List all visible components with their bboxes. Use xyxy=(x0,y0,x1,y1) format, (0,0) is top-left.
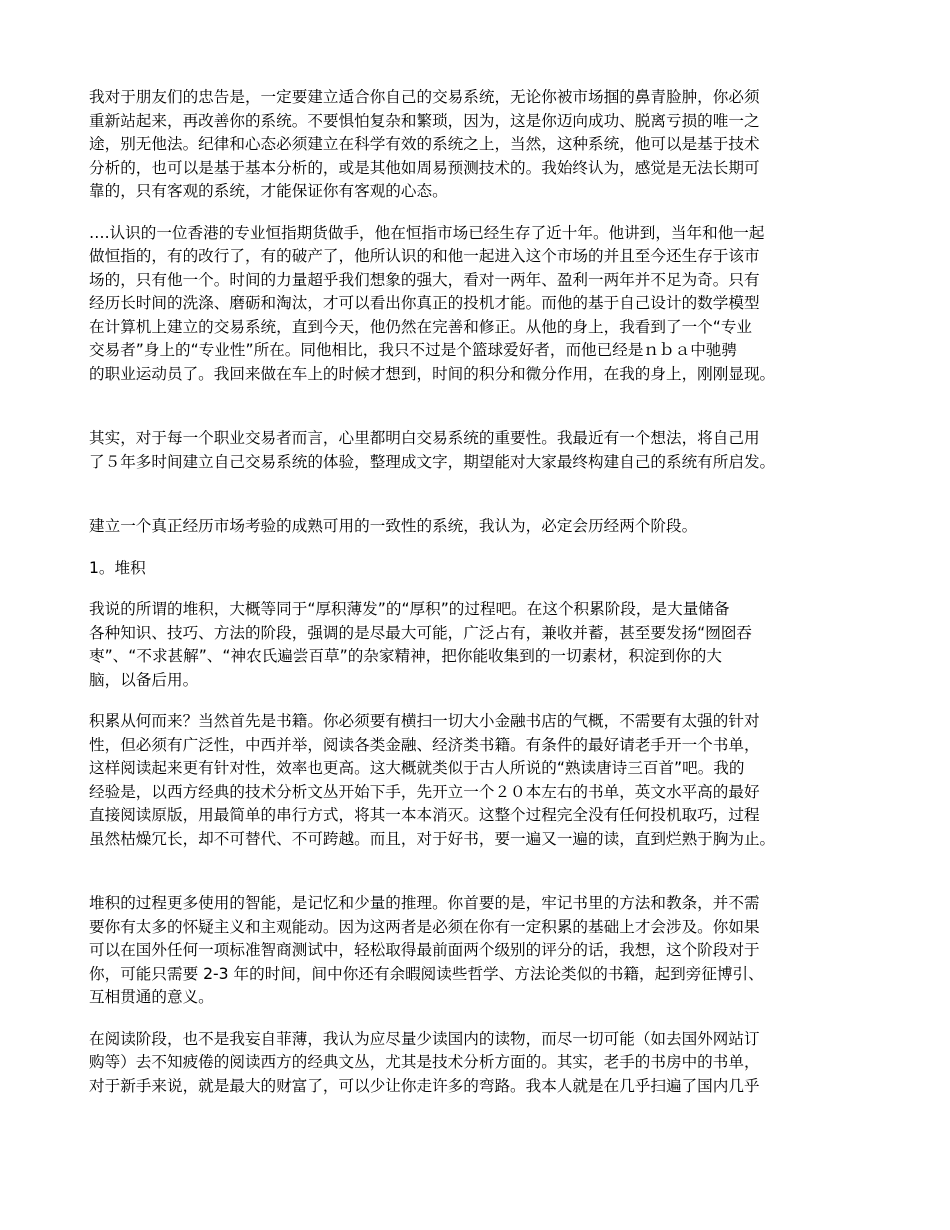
paragraph-two-stages: 建立一个真正经历市场考验的成熟可用的一致性的系统，我认为，必定会历经两个阶段。 xyxy=(89,517,698,535)
paragraph-trading-system-advice: 我对于朋友们的忠告是，一定要建立适合你自己的交易系统，无论你被市场掴的鼻青脸肿，你必须 重新站起来，再改善你的系统。不要惧怕复杂和繁琐，因为，这是你迈向成功、脱离亏损的唯一之 途，别无他法。纪律和心态必须建立在科学有效的系统之上，当然，这种系统，他可以是基于技术 分析的，也可以是基于基本分析的，或是其他如周易预测技术的。我始终认为，感觉是无法长期可 靠的，只有客观的系统，才能保证你有客观的心态。 xyxy=(89,88,760,200)
section-heading-accumulation: 1。堆积 xyxy=(89,558,146,577)
paragraph-hong-kong-trader: ….认识的一位香港的专业恒指期货做手，他在恒指市场已经生存了近十年。他讲到，当年和他一起 做恒指的，有的改行了，有的破产了，他所认识的和他一起进入这个市场的并且至今还生存于该市 场的，只有他一个。时间的力量超乎我们想象的强大，看对一两年、盈利一两年并不足为奇。只有 经历长时间的洗涤、磨砺和淘汰，才可以看出你真正的投机才能。而他的基于自己设计的数学模型 在计算机上建立的交易系统，直到今天，他仍然在完善和修正。从他的身上，我看到了一个“专业 交易者”身上的“专业性”所在。同他相比，我只不过是个篮球爱好者，而他已经是ｎｂａ中驰骋 的职业运动员了。我回来做在车上的时候才想到，时间的积分和微分作用，在我的身上，刚刚显现。 xyxy=(89,223,776,383)
paragraph-reading-stage: 在阅读阶段，也不是我妄自菲薄，我认为应尽量少读国内的读物，而尽一切可能（如去国外网站订 购等）去不知疲倦的阅读西方的经典文丛，尤其是技术分析方面的。其实，老手的书房中的书单， 对于新手来说，就是最大的财富了，可以少让你走许多的弯路。我本人就是在几乎扫遍了国内几乎 xyxy=(89,1029,760,1095)
paragraph-accumulation-meaning: 我说的所谓的堆积，大概等同于“厚积薄发”的“厚积”的过程吧。在这个积累阶段，是大量储备 各种知识、技巧、方法的阶段，强调的是尽最大可能，广泛占有，兼收并蓄，甚至要发扬“囫囵吞 枣”、“不求甚解”、“神农氏遍尝百草”的杂家精神，把你能收集到的一切素材，积淀到你的大 脑，以备后用。 xyxy=(89,600,753,689)
paragraph-memory-and-reasoning: 堆积的过程更多使用的智能，是记忆和少量的推理。你首要的是，牢记书里的方法和教条，并不需 要你有太多的怀疑主义和主观能动。因为这两者是必须在你有一定积累的基础上才会涉及。你如果 可以在国外任何一项标准智商测试中，轻松取得最前面两个级别的评分的话，我想，这个阶段对于 你，可能只需要 2-3 年的时间，间中你还有余暇阅读些哲学、方法论类似的书籍，起到旁征博引、 互相贯通的意义。 xyxy=(89,894,764,1006)
paragraph-books-reading: 积累从何而来？当然首先是书籍。你必须要有横扫一切大小金融书店的气概，不需要有太强的针对 性，但必须有广泛性，中西并举，阅读各类金融、经济类书籍。有条件的最好请老手开一个书单， 这样阅读起来更有针对性，效率也更高。这大概就类似于古人所说的“熟读唐诗三百首”吧。我的 经验是，以西方经典的技术分析文丛开始下手，先开立一个２０本左右的书单，英文水平高的最好 直接阅读原版，用最简单的串行方式，将其一本本消灭。这整个过程完全没有任何投机取巧，过程 虽然枯燥冗长，却不可替代、不可跨越。而且，对于好书，要一遍又一遍的读，直到烂熟于胸为止。 xyxy=(89,712,776,848)
document-page xyxy=(89,86,879,1098)
paragraph-importance-of-system: 其实，对于每一个职业交易者而言，心里都明白交易系统的重要性。我最近有一个想法，将自己用 了５年多时间建立自己交易系统的体验，整理成文字，期望能对大家最终构建自己的系统有所启发。 xyxy=(89,429,776,471)
